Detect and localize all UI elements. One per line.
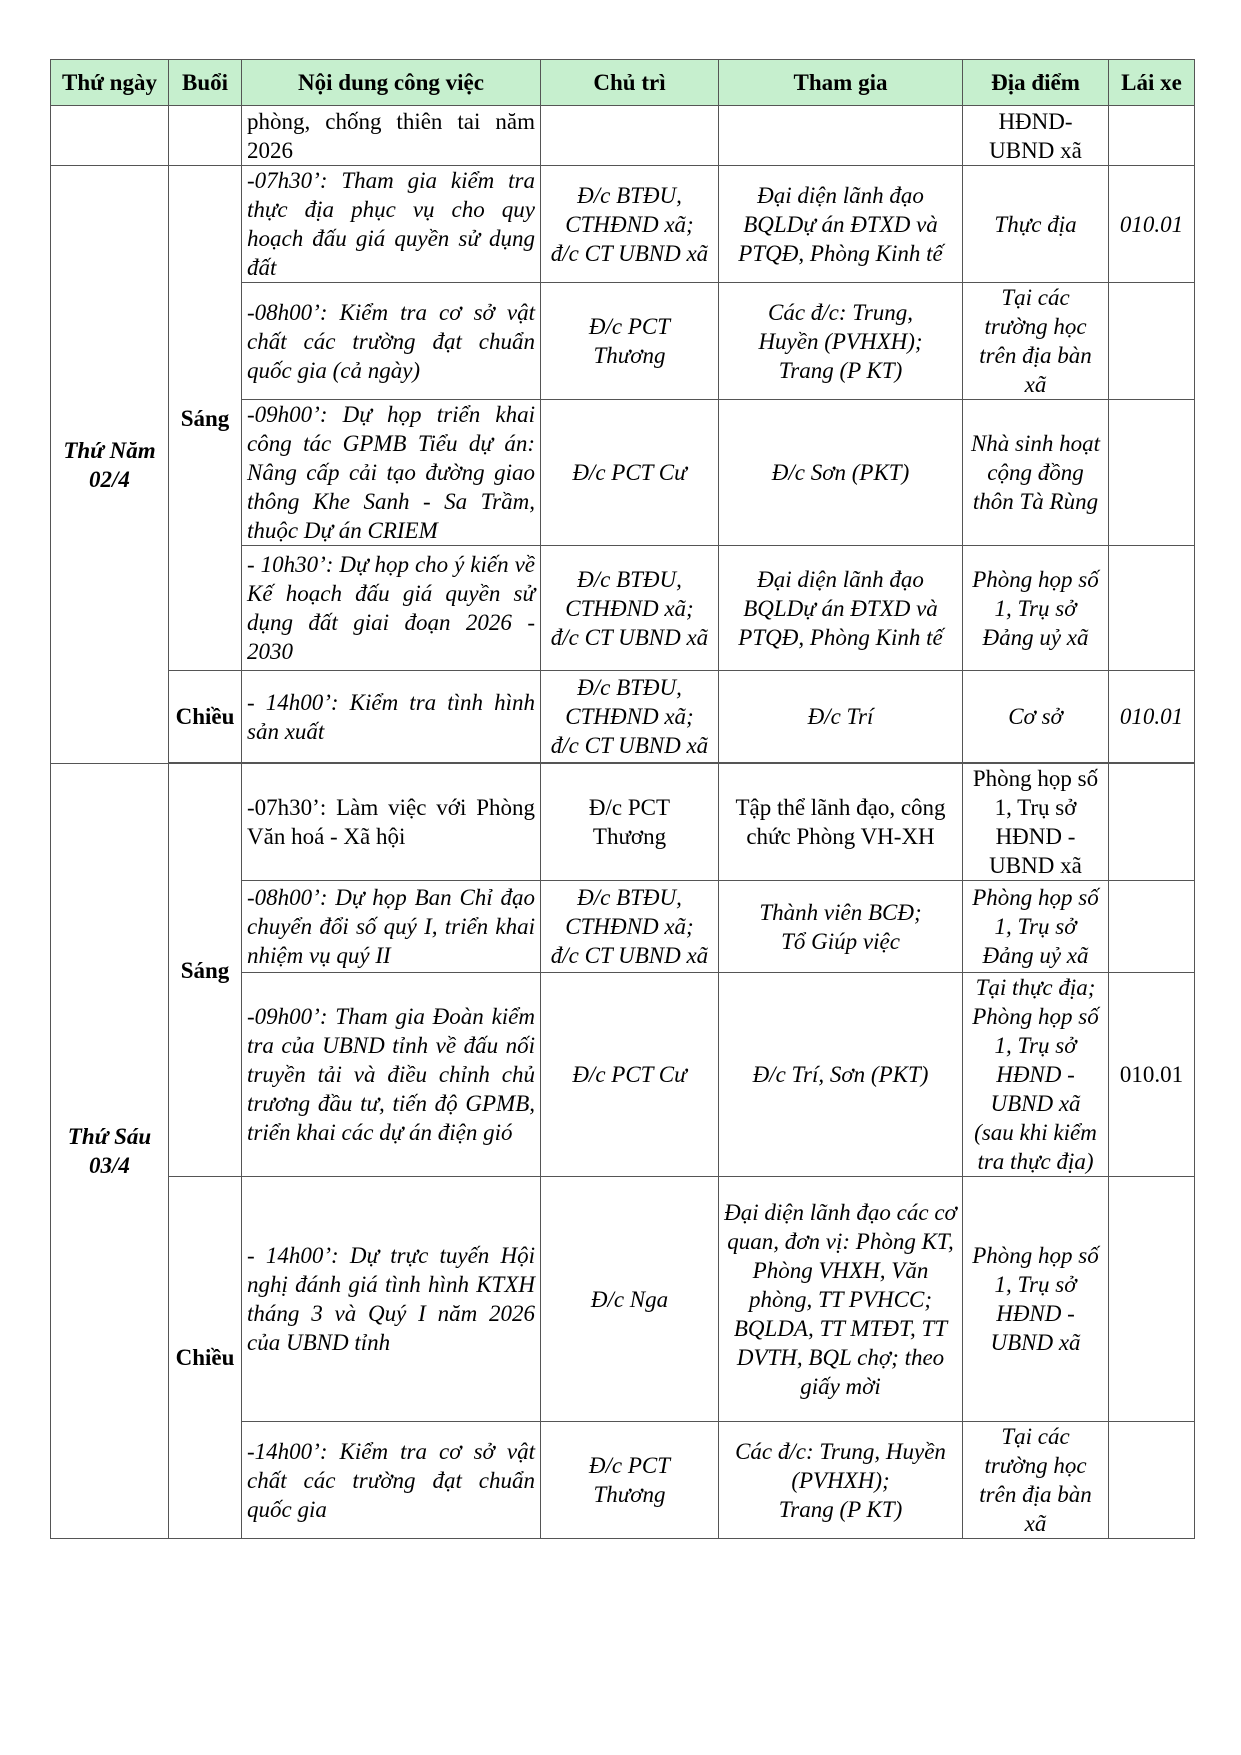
chair-line: CTHĐND xã; [565,595,694,621]
participants-line: Tổ Giúp việc [781,928,900,954]
session-morning: Sáng [169,764,242,1177]
day-cell-thu-sau [51,764,169,1539]
table-row [51,166,1195,283]
driver-cell: 010.01 [1109,671,1195,763]
content-cell: phòng, chống thiên tai năm 2026 [242,106,541,166]
content-cell: -08h00’: Kiểm tra cơ sở vật chất các trường đạt chuẩn quốc gia (cả ngày) [242,283,541,400]
participants-cell: Đ/c Trí [719,671,963,763]
session-afternoon: Chiều [169,1177,242,1539]
driver-cell [1109,764,1195,881]
participants-cell: Đ/c Sơn (PKT) [719,400,963,546]
participants-line: Thành viên BCĐ; [759,899,922,925]
session-cell [169,106,242,166]
participants-line: Các đ/c: Trung, Huyền [735,1438,946,1464]
driver-cell [1109,1177,1195,1422]
chair-line: Thương [593,343,666,368]
location-cell: Thực địa [963,166,1109,283]
day-date: 02/4 [89,466,130,492]
location-cell: Tại các trường học trên địa bàn xã [963,283,1109,400]
header-row [51,60,1195,106]
header-content: Nội dung công việc [242,60,541,106]
chair-line: CTHĐND xã; [565,211,694,237]
chair-line: CTHĐND xã; [565,914,694,939]
chair-cell: Đ/c PCT Cư [541,973,719,1177]
participants-line: Huyền (PVHXH); [758,328,923,354]
participants-cell [719,106,963,166]
chair-cell [541,166,719,283]
content-cell: -09h00’: Dự họp triển khai công tác GPMB Tiểu dự án: Nâng cấp cải tạo đường giao thông Khe Sanh - Sa Trầm, thuộc Dự án CRIEM [242,400,541,546]
location-cell: Nhà sinh hoạt cộng đồng thôn Tà Rùng [963,400,1109,546]
driver-cell [1109,106,1195,166]
schedule-table [50,59,1195,1539]
location-cell: Phòng họp số 1, Trụ sở Đảng uỷ xã [963,881,1109,973]
participants-cell: Đại diện lãnh đạo các cơ quan, đơn vị: Phòng KT, Phòng VHXH, Văn phòng, TT PVHCC; BQLDA, TT MTĐT, TT DVTH, BQL chợ; theo giấy mời [719,1177,963,1422]
chair-line: Đ/c BTĐU, [577,182,682,208]
location-cell: Cơ sở [963,671,1109,763]
chair-line: Thương [593,1482,666,1507]
participants-cell: Đ/c Trí, Sơn (PKT) [719,973,963,1177]
table-row [51,764,1195,881]
content-cell: -07h30’: Làm việc với Phòng Văn hoá - Xã hội [242,764,541,881]
chair-line: Đ/c PCT [588,1453,671,1478]
header-session: Buổi [169,60,242,106]
chair-line: Đ/c PCT [588,314,671,339]
chair-cell [541,1422,719,1539]
header-chair: Chủ trì [541,60,719,106]
location-cell: Phòng họp số 1, Trụ sở Đảng uỷ xã [963,546,1109,671]
participants-cell [719,881,963,973]
location-cell: HĐND-UBND xã [963,106,1109,166]
content-cell: - 10h30’: Dự họp cho ý kiến về Kế hoạch đấu giá quyền sử dụng đất giai đoạn 2026 - 2030 [242,546,541,671]
chair-line: đ/c CT UBND xã [550,624,709,650]
header-driver: Lái xe [1109,60,1195,106]
participants-cell: Đại diện lãnh đạo BQLDự án ĐTXD và PTQĐ, Phòng Kinh tế [719,166,963,283]
chair-line: Thương [592,824,667,849]
day-cell [51,106,169,166]
participants-line: Trang (P KT) [778,357,903,383]
chair-cell: Đ/c PCT Cư [541,400,719,546]
chair-line: Đ/c BTĐU, [577,885,682,910]
location-cell: Phòng họp số 1, Trụ sở HĐND - UBND xã [963,764,1109,881]
header-participants: Tham gia [719,60,963,106]
chair-line: CTHĐND xã; [565,704,694,729]
chair-cell [541,671,719,763]
session-morning: Sáng [169,166,242,671]
header-day: Thứ ngày [51,60,169,106]
table-row [51,106,1195,166]
driver-cell: 010.01 [1109,166,1195,283]
day-name: Thứ Sáu [67,1124,152,1149]
location-cell: Tại thực địa; Phòng họp số 1, Trụ sở HĐND - UBND xã (sau khi kiểm tra thực địa) [963,973,1109,1177]
content-cell: -14h00’: Kiểm tra cơ sở vật chất các trường đạt chuẩn quốc gia [242,1422,541,1539]
chair-line: Đ/c BTĐU, [577,566,682,592]
table-row [51,671,1195,763]
location-cell: Tại các trường học trên địa bàn xã [963,1422,1109,1539]
header-location: Địa điểm [963,60,1109,106]
table-row [51,1177,1195,1422]
chair-cell [541,283,719,400]
driver-cell [1109,283,1195,400]
chair-cell [541,546,719,671]
day-date: 03/4 [89,1153,130,1178]
chair-cell [541,764,719,881]
day-name: Thứ Năm [63,437,156,463]
participants-cell [719,1422,963,1539]
chair-line: Đ/c PCT [588,795,671,820]
chair-line: Đ/c BTĐU, [577,675,682,700]
driver-cell [1109,881,1195,973]
driver-cell [1109,546,1195,671]
participants-line: (PVHXH); [791,1467,890,1493]
chair-cell: Đ/c Nga [541,1177,719,1422]
participants-line: Trang (P KT) [778,1496,903,1522]
content-cell: - 14h00’: Dự trực tuyến Hội nghị đánh giá tình hình KTXH tháng 3 và Quý I năm 2026 của UBND tỉnh [242,1177,541,1422]
driver-cell [1109,400,1195,546]
driver-cell: 010.01 [1109,973,1195,1177]
content-cell: -08h00’: Dự họp Ban Chỉ đạo chuyển đổi số quý I, triển khai nhiệm vụ quý II [242,881,541,973]
content-cell: -09h00’: Tham gia Đoàn kiểm tra của UBND tỉnh về đấu nối truyền tải và điều chỉnh chủ trương đầu tư, tiến độ GPMB, triển khai các dự án điện gió [242,973,541,1177]
content-cell: -07h30’: Tham gia kiểm tra thực địa phục vụ cho quy hoạch đấu giá quyền sử dụng đất [242,166,541,283]
chair-line: đ/c CT UBND xã [550,240,709,266]
content-cell: - 14h00’: Kiểm tra tình hình sản xuất [242,671,541,763]
participants-cell: Tập thể lãnh đạo, công chức Phòng VH-XH [719,764,963,881]
chair-line: đ/c CT UBND xã [550,943,709,968]
day-cell-thu-nam [51,166,169,764]
session-afternoon: Chiều [169,671,242,763]
chair-cell [541,106,719,166]
participants-cell [719,283,963,400]
participants-cell: Đại diện lãnh đạo BQLDự án ĐTXD và PTQĐ, Phòng Kinh tế [719,546,963,671]
chair-cell [541,881,719,973]
participants-line: Các đ/c: Trung, [767,299,914,325]
location-cell: Phòng họp số 1, Trụ sở HĐND - UBND xã [963,1177,1109,1422]
driver-cell [1109,1422,1195,1539]
chair-line: đ/c CT UBND xã [550,733,709,758]
